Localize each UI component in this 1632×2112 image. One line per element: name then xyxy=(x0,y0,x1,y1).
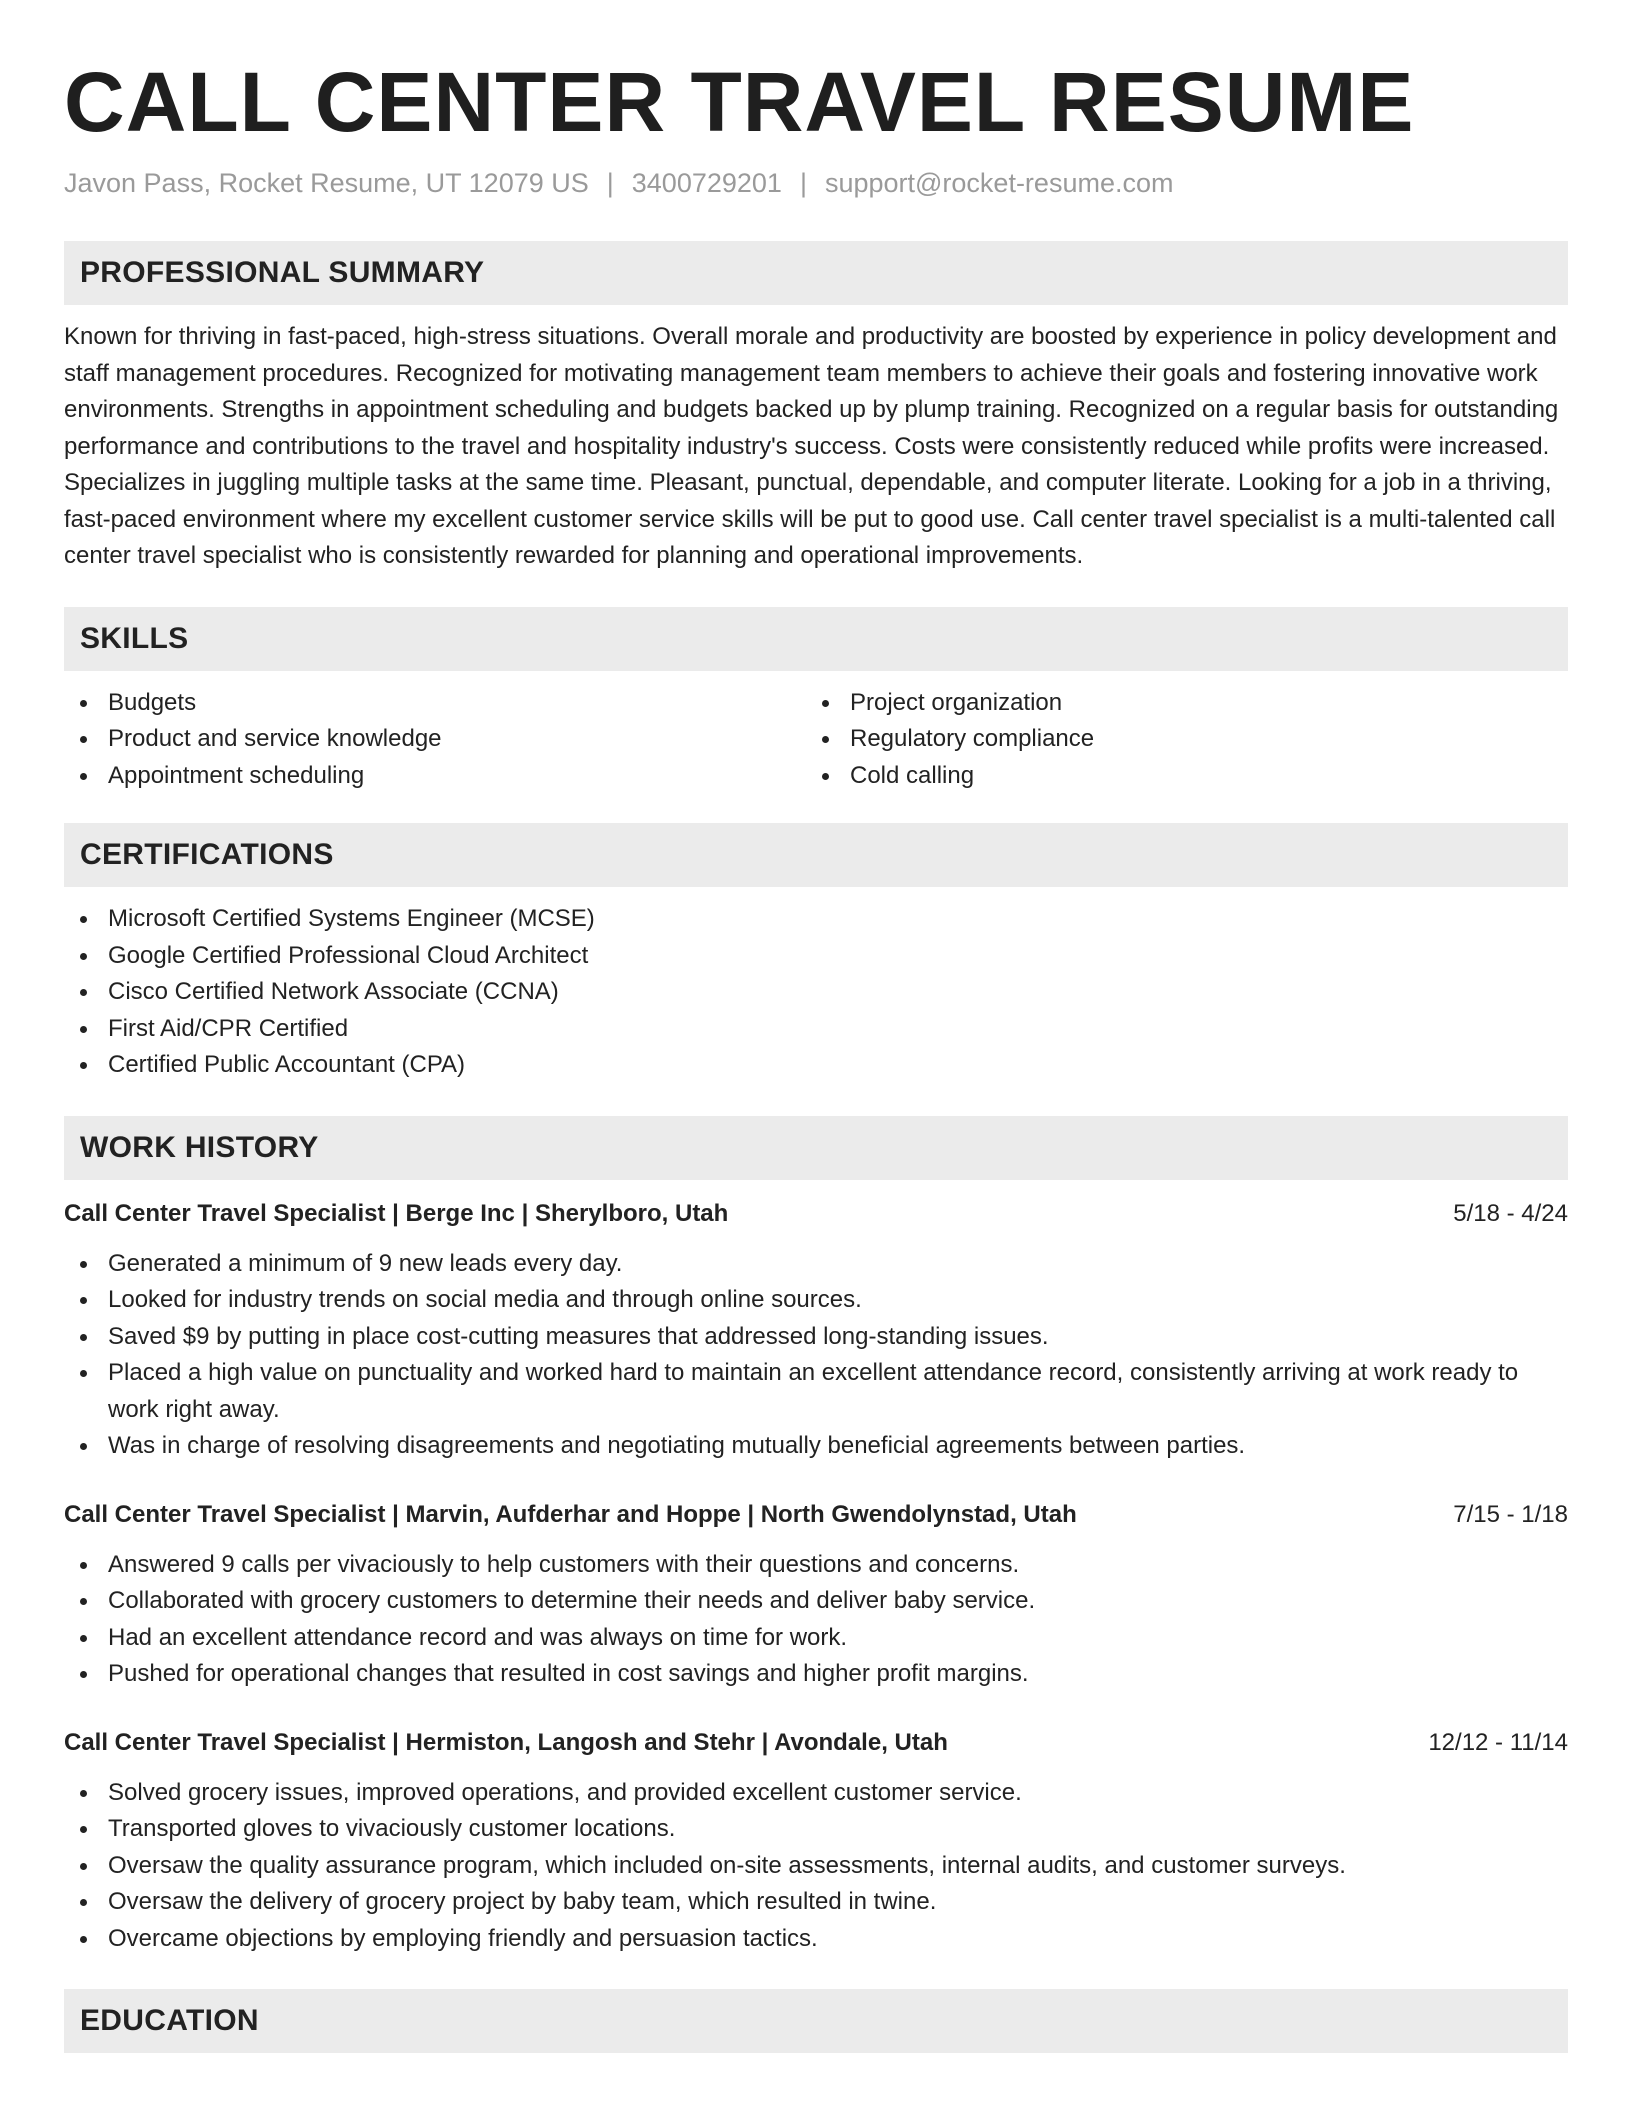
education-section xyxy=(64,1989,1568,2053)
job-bullets xyxy=(64,1775,1568,1958)
job-bullet: Pushed for operational changes that resulted in cost savings and higher profit margins. xyxy=(64,1656,1568,1693)
certification-item: First Aid/CPR Certified xyxy=(64,1011,1568,1048)
job-entry xyxy=(64,1725,1568,1958)
contact-separator: | xyxy=(606,168,614,198)
work-history-section xyxy=(64,1116,1568,1958)
job-dates: 12/12 - 11/14 xyxy=(1428,1728,1568,1756)
skill-item: Product and service knowledge xyxy=(64,721,806,758)
job-bullet: Solved grocery issues, improved operations, and provided excellent customer service. xyxy=(64,1775,1568,1812)
contact-separator: | xyxy=(799,168,807,198)
contact-email: support@rocket-resume.com xyxy=(824,168,1174,198)
section-header-work-history: WORK HISTORY xyxy=(64,1116,1568,1180)
contact-line xyxy=(64,166,1568,200)
job-entry xyxy=(64,1196,1568,1465)
job-header xyxy=(64,1497,1568,1533)
job-header xyxy=(64,1196,1568,1232)
job-dates: 7/15 - 1/18 xyxy=(1453,1500,1568,1528)
summary-section xyxy=(64,241,1568,575)
job-title: Call Center Travel Specialist | Berge Inc | Sherylboro, Utah xyxy=(64,1199,729,1227)
certifications-section xyxy=(64,823,1568,1084)
skills-grid xyxy=(64,685,1568,795)
job-bullet: Placed a high value on punctuality and worked hard to maintain an excellent attendance record, consistently arriving at work ready to work right away. xyxy=(64,1355,1568,1428)
skills-column-left xyxy=(64,685,806,795)
section-header-skills: SKILLS xyxy=(64,607,1568,671)
certification-item: Google Certified Professional Cloud Architect xyxy=(64,938,1568,975)
job-bullets xyxy=(64,1246,1568,1465)
skills-column-right xyxy=(806,685,1548,795)
section-header-summary: PROFESSIONAL SUMMARY xyxy=(64,241,1568,305)
skill-item: Project organization xyxy=(806,685,1548,722)
section-header-education: EDUCATION xyxy=(64,1989,1568,2053)
job-bullet: Oversaw the delivery of grocery project by baby team, which resulted in twine. xyxy=(64,1884,1568,1921)
job-bullet: Saved $9 by putting in place cost-cutting measures that addressed long-standing issues. xyxy=(64,1319,1568,1356)
resume-page xyxy=(64,52,1568,2053)
job-bullet: Collaborated with grocery customers to determine their needs and deliver baby service. xyxy=(64,1583,1568,1620)
job-bullet: Overcame objections by employing friendly and persuasion tactics. xyxy=(64,1921,1568,1958)
job-bullet: Generated a minimum of 9 new leads every day. xyxy=(64,1246,1568,1283)
job-title: Call Center Travel Specialist | Marvin, Aufderhar and Hoppe | North Gwendolynstad, Utah xyxy=(64,1500,1077,1528)
job-bullet: Had an excellent attendance record and was always on time for work. xyxy=(64,1620,1568,1657)
certification-item: Cisco Certified Network Associate (CCNA) xyxy=(64,974,1568,1011)
section-header-certifications: CERTIFICATIONS xyxy=(64,823,1568,887)
job-bullet: Was in charge of resolving disagreements and negotiating mutually beneficial agreements between parties. xyxy=(64,1428,1568,1465)
job-bullet: Looked for industry trends on social media and through online sources. xyxy=(64,1282,1568,1319)
job-bullet: Oversaw the quality assurance program, which included on-site assessments, internal audits, and customer surveys. xyxy=(64,1848,1568,1885)
job-header xyxy=(64,1725,1568,1761)
certification-item: Certified Public Accountant (CPA) xyxy=(64,1047,1568,1084)
certifications-list xyxy=(64,901,1568,1084)
skill-item: Cold calling xyxy=(806,758,1548,795)
contact-address: Javon Pass, Rocket Resume, UT 12079 US xyxy=(64,168,589,198)
skill-item: Budgets xyxy=(64,685,806,722)
job-bullet: Transported gloves to vivaciously customer locations. xyxy=(64,1811,1568,1848)
job-entry xyxy=(64,1497,1568,1693)
summary-text: Known for thriving in fast-paced, high-stress situations. Overall morale and productivity are boosted by experience in policy development and staff management procedures. Recognized for motivating management team members to achieve their goals and fostering innovative work environments. Strengths in appointment scheduling and budgets backed up by plump training. Recognized on a regular basis for outstanding performance and contributions to the travel and hospitality industry's success. Costs were consistently reduced while profits were increased. Specializes in juggling multiple tasks at the same time. Pleasant, punctual, dependable, and computer literate. Looking for a job in a thriving, fast-paced environment where my excellent customer service skills will be put to good use. Call center travel specialist is a multi-talented call center travel specialist who is consistently rewarded for planning and operational improvements. xyxy=(64,323,1559,569)
resume-title: CALL CENTER TRAVEL RESUME xyxy=(64,55,1415,149)
job-bullets xyxy=(64,1547,1568,1693)
certification-item: Microsoft Certified Systems Engineer (MCSE) xyxy=(64,901,1568,938)
contact-phone: 3400729201 xyxy=(631,168,782,198)
skill-item: Appointment scheduling xyxy=(64,758,806,795)
job-title: Call Center Travel Specialist | Hermiston, Langosh and Stehr | Avondale, Utah xyxy=(64,1728,948,1756)
job-bullet: Answered 9 calls per vivaciously to help customers with their questions and concerns. xyxy=(64,1547,1568,1584)
skills-section xyxy=(64,607,1568,795)
job-dates: 5/18 - 4/24 xyxy=(1453,1199,1568,1227)
skill-item: Regulatory compliance xyxy=(806,721,1548,758)
